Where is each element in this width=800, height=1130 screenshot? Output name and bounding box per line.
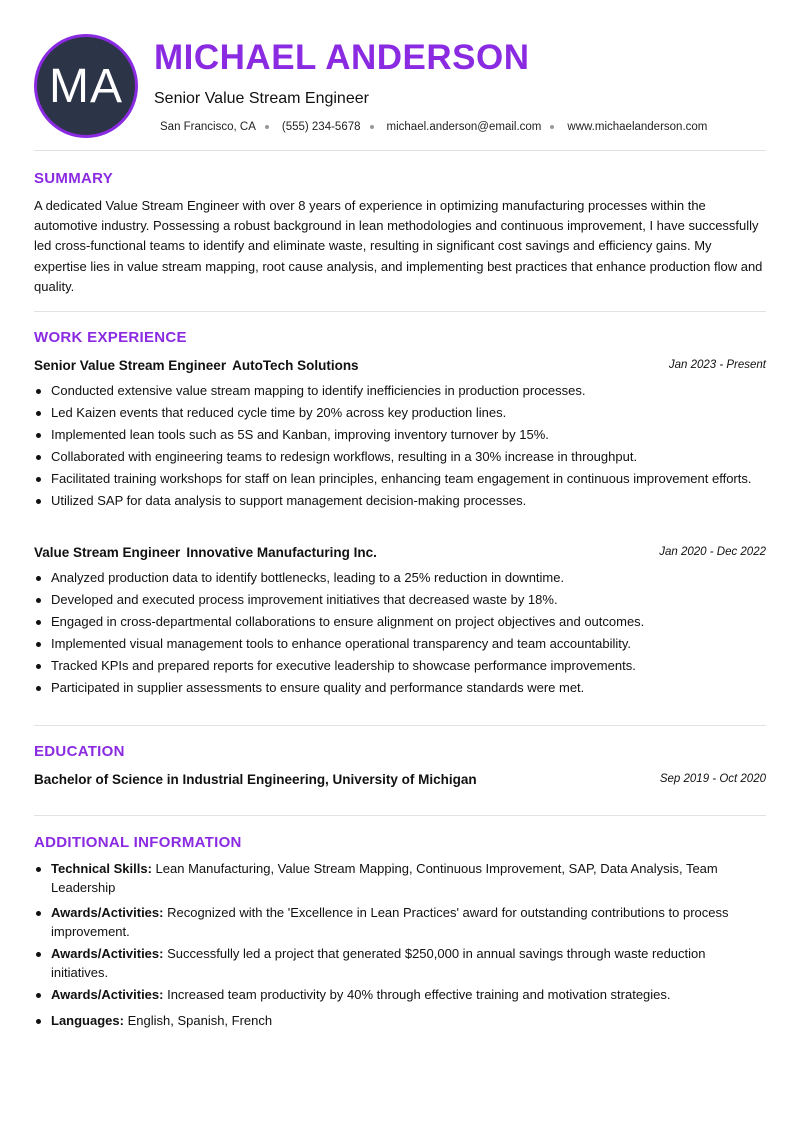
separator-dot: [550, 125, 554, 129]
contact-bar: [160, 121, 707, 133]
list-item: Engaged in cross-departmental collaborations to ensure alignment on project objectives and outcomes.: [34, 613, 766, 632]
item-text: Lean Manufacturing, Value Stream Mapping, Continuous Improvement, SAP, Data Analysis, Team Leadership: [51, 861, 718, 895]
job-header: [34, 545, 766, 565]
job-dates: Jan 2023 - Present: [668, 359, 766, 371]
contact-email[interactable]: michael.anderson@email.com: [386, 121, 542, 133]
item-label: Languages:: [51, 1012, 124, 1028]
education-degree: Bachelor of Science in Industrial Engineering, University of Michigan: [34, 772, 477, 787]
item-label: Awards/Activities:: [51, 905, 164, 920]
separator-dot: [265, 125, 269, 129]
list-item: Implemented visual management tools to enhance operational transparency and team accountability.: [34, 635, 766, 654]
list-item: Implemented lean tools such as 5S and Kanban, improving inventory turnover by 15%.: [34, 426, 766, 445]
item-text: Recognized with the 'Excellence in Lean Practices' award for outstanding contributions to process improvement.: [51, 905, 729, 939]
list-item: [34, 860, 766, 897]
list-item: Conducted extensive value stream mapping to identify inefficiencies in production processes.: [34, 382, 766, 401]
list-item: Led Kaizen events that reduced cycle time by 20% across key production lines.: [34, 404, 766, 423]
list-item: Tracked KPIs and prepared reports for executive leadership to showcase performance improvements.: [34, 657, 766, 676]
contact-phone: (555) 234-5678: [281, 121, 361, 133]
list-item: Analyzed production data to identify bottlenecks, leading to a 25% reduction in downtime.: [34, 569, 766, 588]
list-item: Developed and executed process improvement initiatives that decreased waste by 18%.: [34, 591, 766, 610]
item-label: Awards/Activities:: [51, 946, 164, 961]
summary-heading: SUMMARY: [34, 170, 114, 187]
job-bullet-list: [34, 569, 766, 698]
summary-text: A dedicated Value Stream Engineer with over 8 years of experience in optimizing manufacturing processes within the automotive industry. Possessing a robust background in lean methodologies and continuous improvement, I have successfully led cross-functional teams to identify and eliminate waste, resulting in significant cost savings and efficiency gains. My expertise lies in value stream mapping, root cause analysis, and implementing best practices that enhance production flow and quality.: [34, 198, 763, 294]
list-item: Facilitated training workshops for staff on lean principles, enhancing team engagement in continuous improvement efforts.: [34, 470, 766, 489]
job-dates: Jan 2020 - Dec 2022: [659, 546, 766, 558]
experience-heading: WORK EXPERIENCE: [34, 329, 187, 346]
divider: [34, 725, 766, 726]
list-item: [34, 904, 766, 941]
contact-location: San Francisco, CA: [160, 121, 256, 133]
divider: [34, 815, 766, 816]
avatar: [34, 34, 138, 138]
list-item: [34, 945, 766, 982]
list-item: Participated in supplier assessments to ensure quality and performance standards were met.: [34, 679, 766, 698]
item-label: Technical Skills:: [51, 861, 152, 876]
education-entry: [34, 772, 766, 792]
additional-heading: ADDITIONAL INFORMATION: [34, 834, 242, 851]
list-item: Collaborated with engineering teams to redesign workflows, resulting in a 30% increase in throughput.: [34, 448, 766, 467]
item-text: Successfully led a project that generated $250,000 in annual savings through waste reduction initiatives.: [51, 946, 706, 980]
divider: [34, 311, 766, 312]
additional-list: [34, 860, 766, 1030]
job-title-line: [34, 545, 377, 560]
list-item: Utilized SAP for data analysis to support management decision-making processes.: [34, 492, 766, 511]
list-item: [34, 1012, 766, 1031]
avatar-initials: MA: [49, 59, 123, 113]
candidate-title: Senior Value Stream Engineer: [154, 90, 369, 107]
resume-header: [34, 34, 766, 138]
education-dates: Sep 2019 - Oct 2020: [659, 773, 766, 785]
list-item: [34, 986, 766, 1005]
job-role: Value Stream Engineer: [34, 545, 181, 560]
job-company: AutoTech Solutions: [232, 358, 359, 373]
candidate-name: MICHAEL ANDERSON: [154, 38, 530, 77]
divider: [34, 150, 766, 151]
job-header: [34, 358, 766, 378]
job-title-line: [34, 358, 359, 373]
item-text: Increased team productivity by 40% through effective training and motivation strategies.: [167, 987, 671, 1002]
education-heading: EDUCATION: [34, 743, 125, 760]
job-company: Innovative Manufacturing Inc.: [186, 545, 377, 560]
item-label: Awards/Activities:: [51, 987, 164, 1002]
contact-website[interactable]: www.michaelanderson.com: [567, 121, 708, 133]
item-text: English, Spanish, French: [127, 1012, 273, 1028]
job-role: Senior Value Stream Engineer: [34, 358, 227, 373]
separator-dot: [370, 125, 374, 129]
job-bullet-list: [34, 382, 766, 511]
